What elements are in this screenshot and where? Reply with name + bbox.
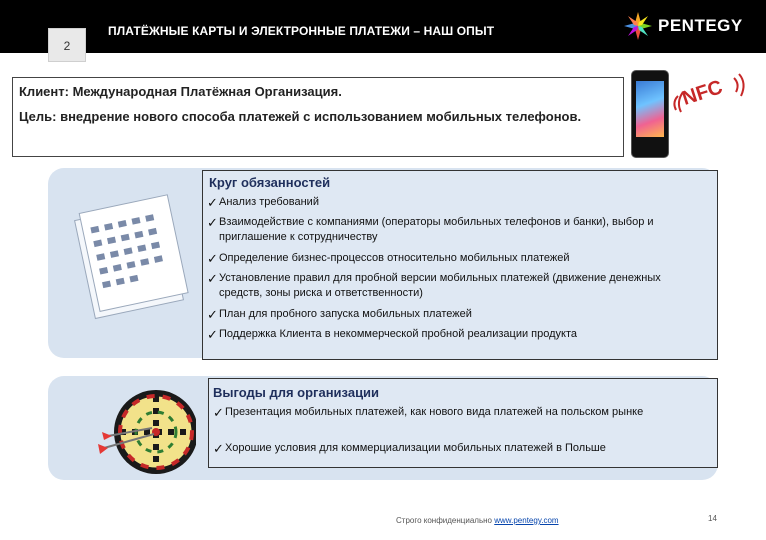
list-item: ✓ Презентация мобильных платежей, как нового вида платежей на польском рынке [213, 405, 644, 420]
page-number: 14 [708, 514, 717, 523]
check-icon: ✓ [207, 327, 218, 342]
list-item: ✓ Установление правил для пробной версии мобильных платежей (движение денежных средств, зоны риска и ответственности) [207, 271, 661, 299]
nfc-graphic [672, 70, 752, 120]
page-title: ПЛАТЁЖНЫЕ КАРТЫ И ЭЛЕКТРОННЫЕ ПЛАТЕЖИ – НАШ ОПЫТ [108, 24, 495, 38]
responsibilities-title: Круг обязанностей [209, 175, 331, 190]
logo-text: PENTEGY [658, 16, 743, 35]
list-item: ✓ Определение бизнес-процессов относительно мобильных платежей [207, 251, 570, 266]
check-icon: ✓ [207, 251, 218, 266]
goal-line: Цель: внедрение нового способа платежей с использованием мобильных телефонов. [19, 109, 582, 124]
phone-screen [636, 81, 664, 137]
calendar-image [70, 190, 190, 330]
benefits-title: Выгоды для организации [213, 385, 380, 400]
client-line: Клиент: Международная Платёжная Организация. [19, 84, 342, 99]
list-item: ✓ Хорошие условия для коммерциализации мобильных платежей в Польше [213, 441, 606, 456]
benefits-box [208, 378, 718, 468]
pentegy-logo [622, 10, 747, 42]
footer-confidential: Строго конфиденциально [396, 516, 492, 525]
client-box [12, 77, 624, 157]
check-icon: ✓ [207, 215, 218, 230]
list-item: ✓ Взаимодействие с компаниями (операторы мобильных телефонов и банки), выбор и приглашение к сотрудничеству [207, 215, 654, 243]
check-icon: ✓ [213, 405, 224, 420]
list-item: ✓ План для пробного запуска мобильных платежей [207, 307, 472, 322]
dartboard-image [96, 388, 196, 476]
list-item: ✓ Анализ требований [207, 195, 319, 210]
check-icon: ✓ [213, 441, 224, 456]
nfc-label: NFC [679, 76, 726, 110]
responsibilities-box [202, 170, 718, 360]
website-link[interactable]: www.pentegy.com [494, 516, 559, 525]
calendar-icon [70, 190, 190, 330]
check-icon: ✓ [207, 307, 218, 322]
slide-number: 2 [48, 28, 86, 62]
footer [396, 516, 559, 525]
smartphone-image [631, 70, 669, 158]
list-item: ✓ Поддержка Клиента в некоммерческой пробной реализации продукта [207, 327, 578, 342]
check-icon: ✓ [207, 195, 218, 210]
check-icon: ✓ [207, 271, 218, 286]
dartboard-icon [96, 388, 196, 476]
logo-star-icon [622, 10, 654, 42]
